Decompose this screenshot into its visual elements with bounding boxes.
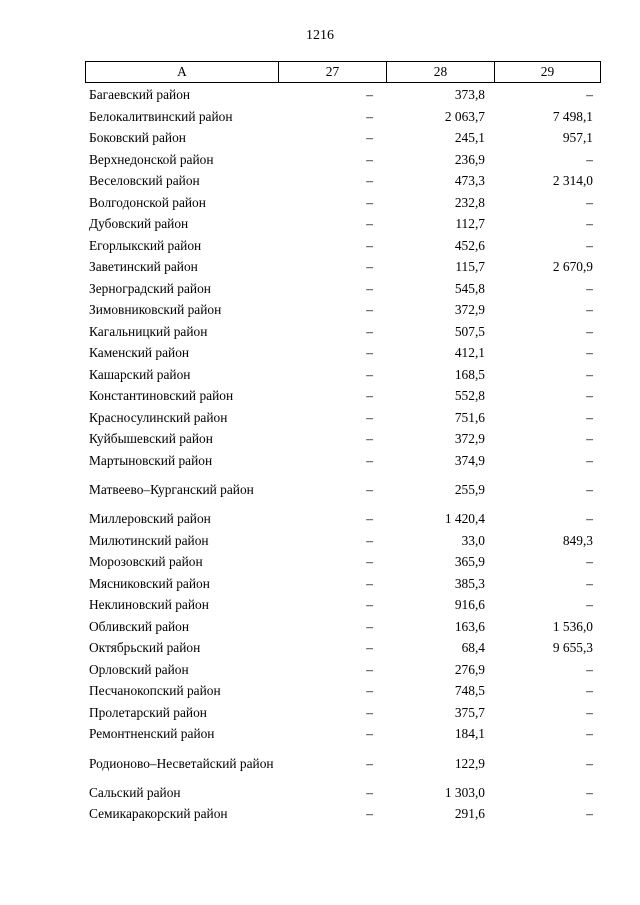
cell-district-name: Волгодонской район (89, 194, 206, 210)
cell-district-name: Ремонтненский район (89, 726, 215, 742)
cell-col-27: – (366, 302, 373, 318)
cell-col-28: 255,9 (454, 482, 485, 497)
cell-col-29: 2 314,0 (552, 173, 593, 189)
table-row (85, 659, 600, 681)
cell-col-29: – (586, 784, 593, 800)
cell-col-27: – (366, 151, 373, 167)
table-row (85, 594, 600, 616)
cell-district-name: Пролетарский район (89, 704, 207, 720)
cell-district-name: Веселовский район (89, 173, 200, 189)
cell-district-name: Октябрьский район (89, 640, 201, 656)
cell-col-28: 1 420,4 (444, 511, 485, 527)
cell-col-29: 9 655,3 (552, 640, 593, 656)
cell-col-28: 473,3 (454, 173, 485, 189)
cell-district-name: Семикаракорский район (89, 806, 228, 822)
table-row (85, 428, 600, 450)
cell-col-27: – (366, 409, 373, 425)
header-column-29: 29 (495, 62, 601, 83)
cell-col-27: – (366, 323, 373, 339)
cell-district-name: Дубовский район (89, 216, 189, 232)
table-row (85, 127, 600, 149)
header-column-a: А (86, 62, 279, 83)
cell-district-name: Верхнедонской район (89, 151, 214, 167)
cell-col-29: – (586, 409, 593, 425)
cell-district-name: Зерноградский район (89, 280, 211, 296)
cell-col-27: – (366, 726, 373, 742)
table-row (85, 616, 600, 638)
cell-col-27: – (366, 683, 373, 699)
table-row (85, 385, 600, 407)
cell-col-27: – (366, 259, 373, 275)
table-row (85, 192, 600, 214)
table-row (85, 637, 600, 659)
table-row (85, 342, 600, 364)
cell-district-name: Константиновский район (89, 388, 234, 404)
table-row (85, 450, 600, 472)
cell-district-name: Мясниковский район (89, 575, 210, 591)
cell-col-28: 2 063,7 (444, 108, 485, 124)
cell-col-28: 374,9 (454, 452, 485, 468)
cell-district-name: Кашарский район (89, 366, 191, 382)
cell-district-name: Заветинский район (89, 259, 198, 275)
cell-col-29: – (586, 452, 593, 468)
cell-col-29: 2 670,9 (552, 259, 593, 275)
cell-col-29: – (586, 302, 593, 318)
cell-district-name: Родионово–Несветайский район (89, 755, 274, 771)
page-number: 1216 (306, 28, 334, 43)
cell-col-28: 291,6 (454, 806, 485, 822)
cell-district-name: Боковский район (89, 130, 186, 146)
table-row (85, 803, 600, 825)
cell-col-28: 276,9 (454, 661, 485, 677)
cell-district-name: Милютинский район (89, 532, 209, 548)
cell-col-28: 33,0 (461, 532, 485, 548)
cell-col-29: – (586, 683, 593, 699)
cell-col-28: 507,5 (454, 323, 485, 339)
cell-col-27: – (366, 554, 373, 570)
cell-col-28: 916,6 (454, 597, 485, 613)
cell-col-29: – (586, 194, 593, 210)
cell-district-name: Орловский район (89, 661, 189, 677)
cell-col-27: – (366, 431, 373, 447)
cell-district-name: Мартыновский район (89, 452, 213, 468)
table-row (85, 680, 600, 702)
cell-col-27: – (366, 704, 373, 720)
cell-district-name: Матвеево–Курганский район (89, 482, 254, 497)
cell-col-27: – (366, 575, 373, 591)
cell-district-name: Красносулинский район (89, 409, 228, 425)
cell-col-27: – (366, 806, 373, 822)
table-row (85, 256, 600, 278)
cell-col-28: 163,6 (454, 618, 485, 634)
table-row (85, 235, 600, 257)
cell-col-28: 552,8 (454, 388, 485, 404)
cell-col-28: 375,7 (454, 704, 485, 720)
cell-col-27: – (366, 511, 373, 527)
cell-col-28: 122,9 (454, 755, 485, 771)
cell-col-29: – (586, 554, 593, 570)
cell-col-27: – (366, 366, 373, 382)
cell-col-29: – (586, 482, 593, 497)
cell-col-29: – (586, 806, 593, 822)
cell-col-27: – (366, 482, 373, 497)
table-header (85, 61, 601, 83)
cell-col-27: – (366, 108, 373, 124)
cell-col-29: – (586, 575, 593, 591)
cell-col-29: – (586, 323, 593, 339)
cell-col-28: 365,9 (454, 554, 485, 570)
table-row (85, 508, 600, 530)
cell-col-28: 112,7 (455, 216, 485, 232)
cell-col-27: – (366, 640, 373, 656)
cell-col-28: 372,9 (454, 302, 485, 318)
table-row (85, 407, 600, 429)
cell-district-name: Багаевский район (89, 87, 191, 103)
cell-district-name: Каменский район (89, 345, 190, 361)
table-row (85, 723, 600, 745)
cell-col-27: – (366, 345, 373, 361)
table-row (85, 106, 600, 128)
table-row (85, 551, 600, 573)
cell-district-name: Сальский район (89, 784, 181, 800)
cell-col-28: 1 303,0 (444, 784, 485, 800)
cell-col-27: – (366, 784, 373, 800)
table-row (85, 364, 600, 386)
cell-col-29: 7 498,1 (552, 108, 593, 124)
cell-col-29: – (586, 755, 593, 771)
cell-district-name: Белокалитвинский район (89, 108, 233, 124)
cell-col-28: 373,8 (454, 87, 485, 103)
table-row (85, 84, 600, 106)
cell-col-29: – (586, 704, 593, 720)
cell-col-28: 184,1 (454, 726, 485, 742)
cell-col-29: 1 536,0 (552, 618, 593, 634)
cell-col-28: 748,5 (454, 683, 485, 699)
cell-col-28: 385,3 (454, 575, 485, 591)
cell-col-27: – (366, 237, 373, 253)
cell-col-28: 68,4 (461, 640, 485, 656)
table-row (85, 149, 600, 171)
table-row (85, 170, 600, 192)
cell-col-27: – (366, 532, 373, 548)
table-row (85, 213, 600, 235)
table-row (85, 321, 600, 343)
cell-district-name: Зимовниковский район (89, 302, 222, 318)
cell-col-27: – (366, 130, 373, 146)
cell-col-28: 452,6 (454, 237, 485, 253)
table-row (85, 745, 600, 782)
table-row (85, 278, 600, 300)
cell-col-27: – (366, 618, 373, 634)
cell-col-27: – (366, 661, 373, 677)
cell-col-27: – (366, 87, 373, 103)
cell-district-name: Песчанокопский район (89, 683, 221, 699)
cell-col-29: – (586, 597, 593, 613)
cell-col-27: – (366, 388, 373, 404)
cell-col-29: – (586, 237, 593, 253)
cell-col-29: – (586, 366, 593, 382)
header-column-27: 27 (279, 62, 387, 83)
cell-col-27: – (366, 452, 373, 468)
cell-col-27: – (366, 597, 373, 613)
cell-col-29: – (586, 726, 593, 742)
cell-col-29: – (586, 151, 593, 167)
cell-col-29: – (586, 431, 593, 447)
cell-col-27: – (366, 216, 373, 232)
cell-district-name: Кагальницкий район (89, 323, 208, 339)
cell-col-27: – (366, 173, 373, 189)
cell-col-29: – (586, 216, 593, 232)
cell-col-28: 232,8 (454, 194, 485, 210)
cell-district-name: Миллеровский район (89, 511, 211, 527)
cell-col-29: – (586, 511, 593, 527)
table-row (85, 573, 600, 595)
table-row (85, 471, 600, 508)
header-column-28: 28 (387, 62, 495, 83)
cell-col-29: – (586, 661, 593, 677)
cell-col-27: – (366, 194, 373, 210)
table-row (85, 530, 600, 552)
cell-col-28: 168,5 (454, 366, 485, 382)
cell-district-name: Неклиновский район (89, 597, 209, 613)
cell-col-29: – (586, 388, 593, 404)
cell-col-29: – (586, 345, 593, 361)
cell-district-name: Обливский район (89, 618, 190, 634)
cell-district-name: Морозовский район (89, 554, 203, 570)
cell-col-29: – (586, 280, 593, 296)
table-row (85, 702, 600, 724)
cell-col-29: 957,1 (562, 130, 593, 146)
cell-col-28: 245,1 (454, 130, 485, 146)
cell-col-28: 545,8 (454, 280, 485, 296)
cell-district-name: Куйбышевский район (89, 431, 213, 447)
cell-col-28: 751,6 (454, 409, 485, 425)
table-row (85, 299, 600, 321)
cell-col-29: 849,3 (562, 532, 593, 548)
cell-col-28: 412,1 (454, 345, 485, 361)
cell-col-28: 372,9 (454, 431, 485, 447)
cell-col-27: – (366, 280, 373, 296)
cell-col-28: 115,7 (455, 259, 485, 275)
cell-col-28: 236,9 (454, 151, 485, 167)
cell-col-29: – (586, 87, 593, 103)
cell-col-27: – (366, 755, 373, 771)
cell-district-name: Егорлыкский район (89, 237, 202, 253)
table-body (85, 84, 600, 825)
table-row (85, 782, 600, 804)
